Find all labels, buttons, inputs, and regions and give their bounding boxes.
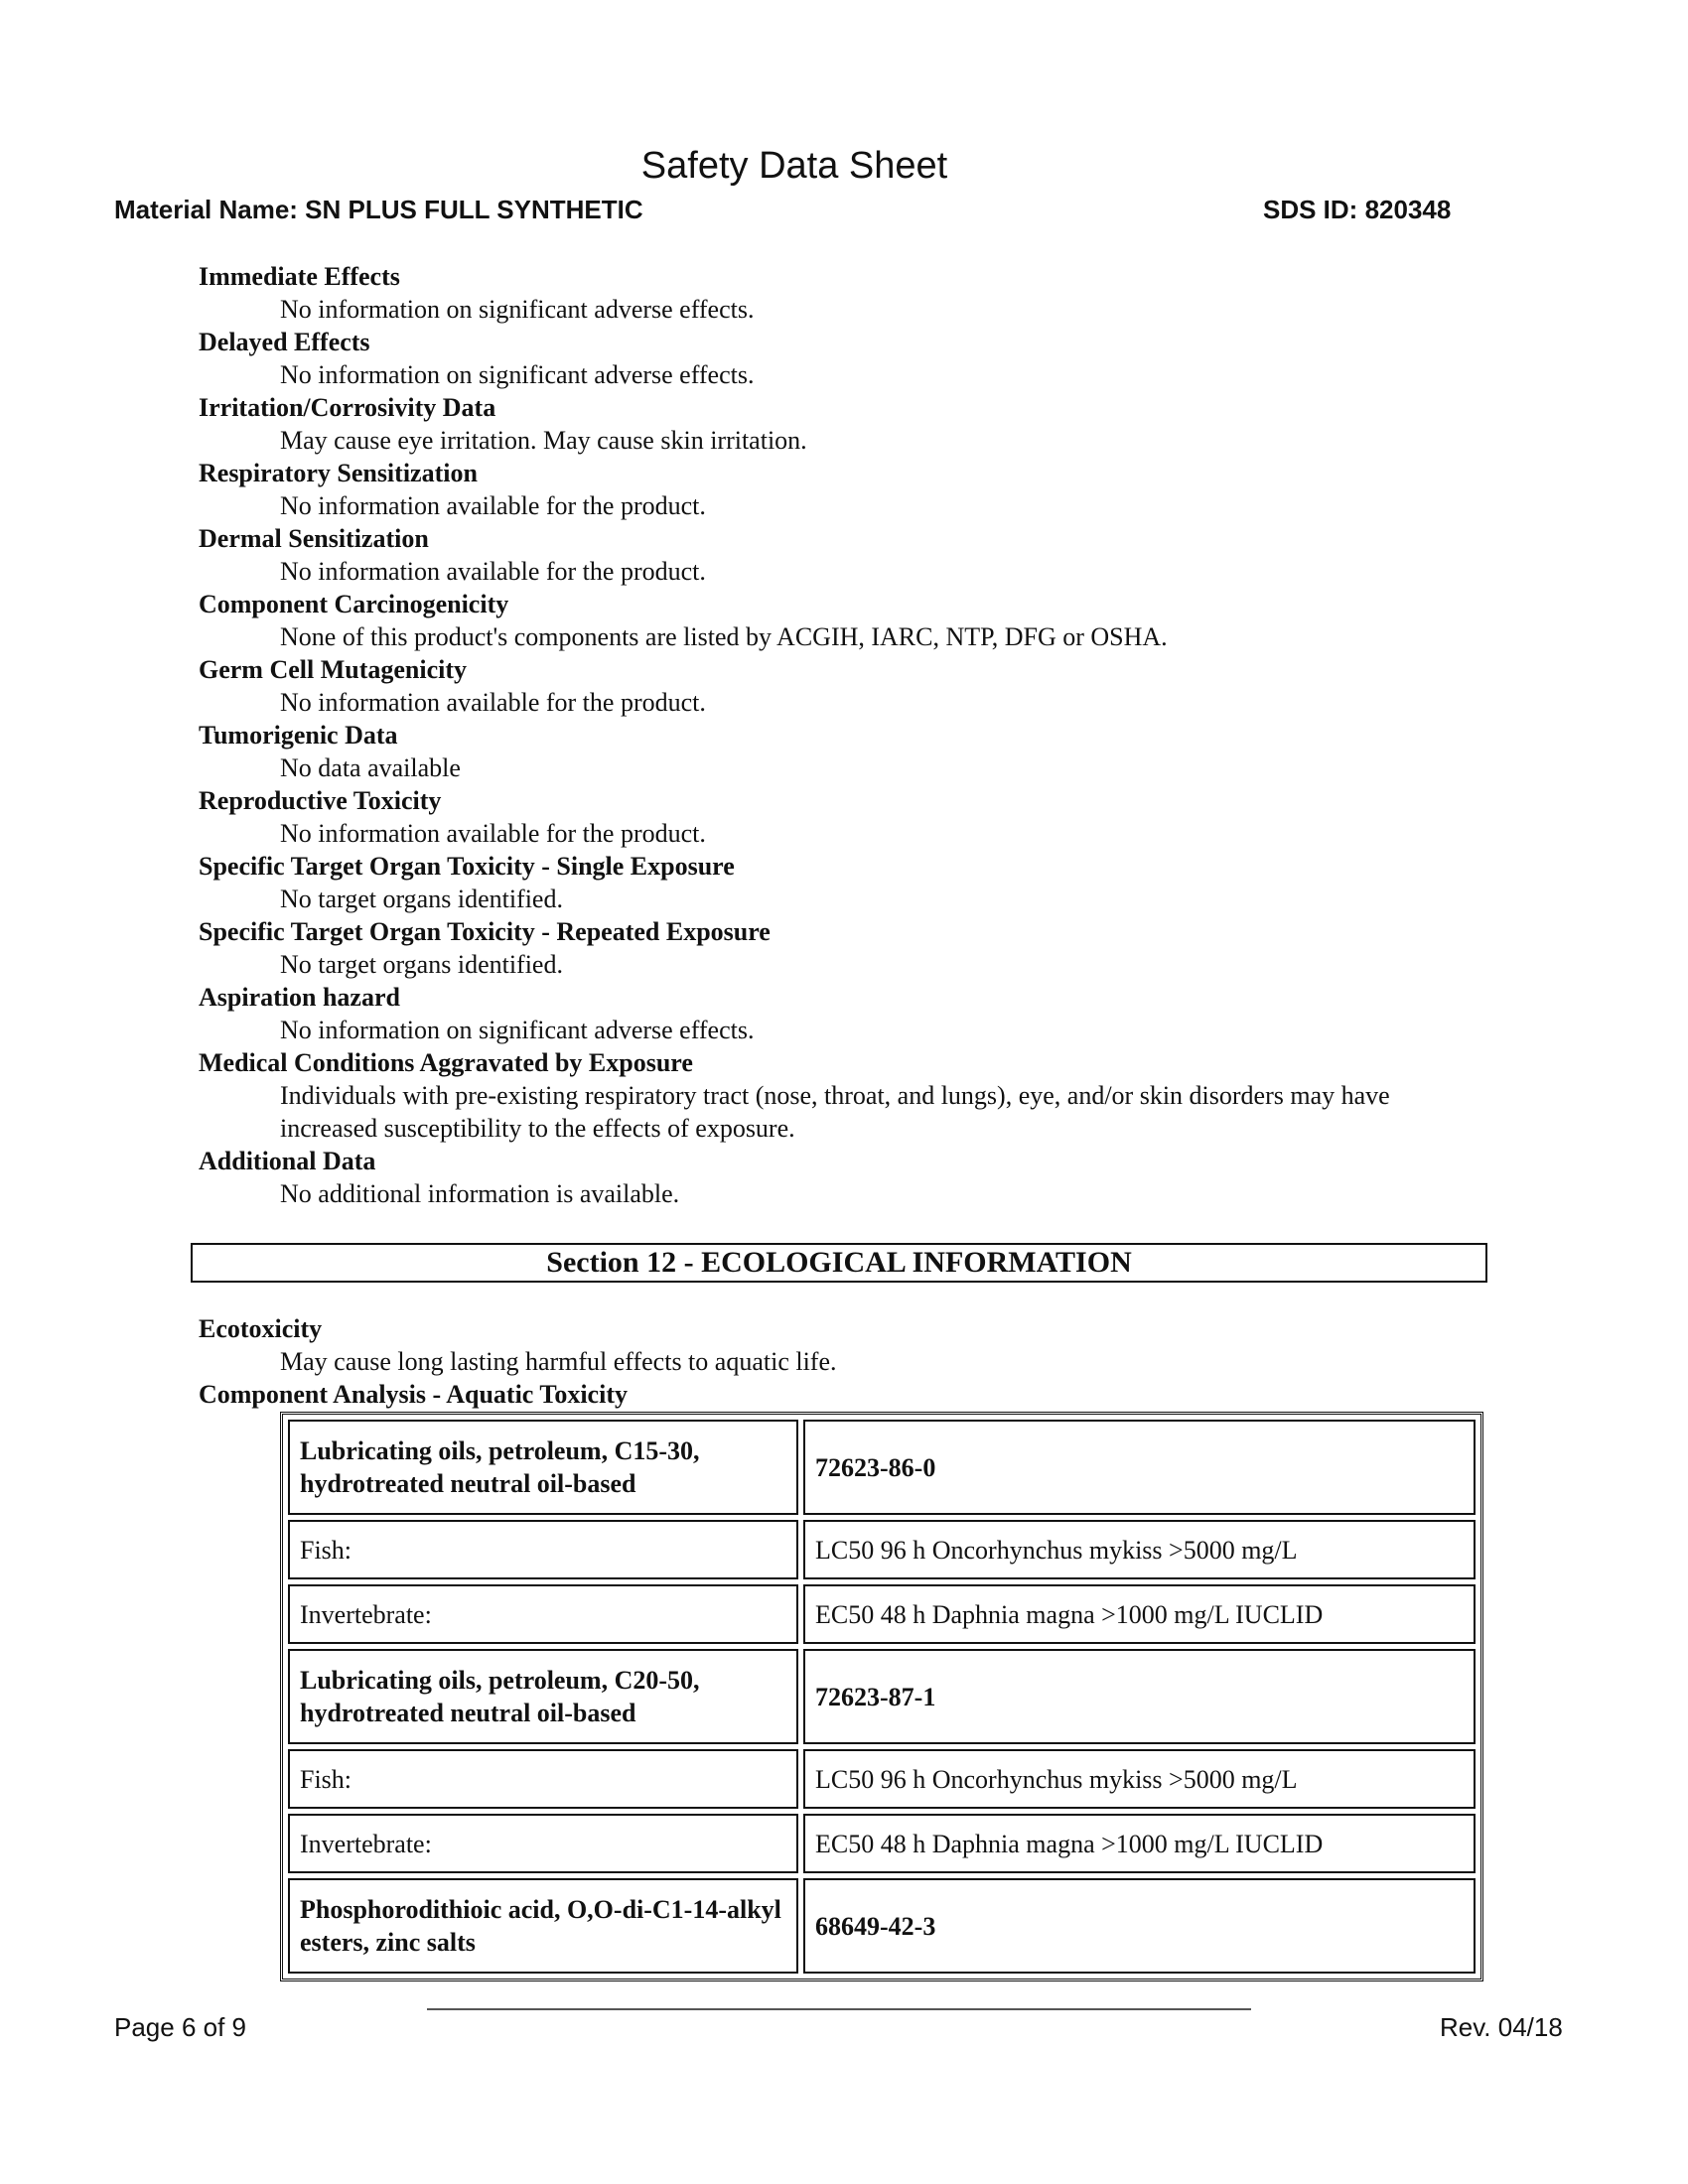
aquatic-toxicity-table xyxy=(280,1412,1483,1981)
component-name: Phosphorodithioic acid, O,O-di-C1-14-alkyl esters, zinc salts xyxy=(288,1878,798,1974)
sds-id: SDS ID: 820348 xyxy=(1263,195,1452,224)
property-heading-reproductive: Reproductive Toxicity xyxy=(199,786,442,815)
property-heading-mutagenicity: Germ Cell Mutagenicity xyxy=(199,655,468,684)
table-row-component xyxy=(288,1420,1476,1515)
ecological-info xyxy=(199,1312,1489,1411)
material-name: Material Name: SN PLUS FULL SYNTHETIC xyxy=(114,195,643,224)
property-heading-additional-data: Additional Data xyxy=(199,1147,376,1175)
section-12-title: Section 12 - ECOLOGICAL INFORMATION xyxy=(191,1243,1487,1283)
component-analysis-heading: Component Analysis - Aquatic Toxicity xyxy=(199,1380,628,1409)
property-text-delayed-effects: No information on significant adverse effects. xyxy=(280,360,755,389)
property-heading-stot-repeated: Specific Target Organ Toxicity - Repeated Exposure xyxy=(199,917,771,946)
organism-label: Invertebrate: xyxy=(288,1584,798,1644)
property-heading-immediate-effects: Immediate Effects xyxy=(199,262,400,291)
table-row xyxy=(288,1584,1476,1644)
property-text-immediate-effects: No information on significant adverse effects. xyxy=(280,295,755,324)
property-heading-medical-conditions: Medical Conditions Aggravated by Exposure xyxy=(199,1048,693,1077)
revision: Rev. 04/18 xyxy=(1440,2012,1563,2042)
organism-label: Invertebrate: xyxy=(288,1814,798,1873)
table-row-component xyxy=(288,1649,1476,1744)
ecotoxicity-text: May cause long lasting harmful effects to aquatic life. xyxy=(280,1347,837,1376)
table-row xyxy=(288,1520,1476,1579)
toxicity-value: LC50 96 h Oncorhynchus mykiss >5000 mg/L xyxy=(803,1749,1476,1809)
footer-divider xyxy=(427,2008,1251,2010)
property-text-aspiration: No information on significant adverse effects. xyxy=(280,1016,755,1044)
table-row xyxy=(288,1749,1476,1809)
document-title: Safety Data Sheet xyxy=(640,145,948,187)
component-name: Lubricating oils, petroleum, C15-30, hydrotreated neutral oil-based xyxy=(288,1420,798,1515)
property-text-tumorigenic: No data available xyxy=(280,753,461,782)
property-heading-stot-single: Specific Target Organ Toxicity - Single Exposure xyxy=(199,852,735,881)
toxicology-properties xyxy=(199,260,1489,1210)
toxicity-value: EC50 48 h Daphnia magna >1000 mg/L IUCLID xyxy=(803,1814,1476,1873)
organism-label: Fish: xyxy=(288,1749,798,1809)
property-text-medical-conditions: Individuals with pre-existing respiratory tract (nose, throat, and lungs), eye, and/or skin disorders may have increased susceptibility to the effects of exposure. xyxy=(280,1081,1390,1143)
toxicity-value: LC50 96 h Oncorhynchus mykiss >5000 mg/L xyxy=(803,1520,1476,1579)
property-text-stot-single: No target organs identified. xyxy=(280,885,563,913)
ecotoxicity-heading: Ecotoxicity xyxy=(199,1314,323,1343)
property-heading-aspiration: Aspiration hazard xyxy=(199,983,400,1012)
property-text-additional-data: No additional information is available. xyxy=(280,1179,680,1208)
property-heading-dermal-sensitization: Dermal Sensitization xyxy=(199,524,429,553)
property-heading-tumorigenic: Tumorigenic Data xyxy=(199,721,398,750)
page-number: Page 6 of 9 xyxy=(114,2012,246,2042)
property-heading-carcinogenicity: Component Carcinogenicity xyxy=(199,590,509,618)
property-heading-respiratory-sensitization: Respiratory Sensitization xyxy=(199,459,478,487)
table-row xyxy=(288,1814,1476,1873)
property-text-reproductive: No information available for the product. xyxy=(280,819,706,848)
property-heading-delayed-effects: Delayed Effects xyxy=(199,328,370,356)
table-row-component xyxy=(288,1878,1476,1974)
property-heading-irritation: Irritation/Corrosivity Data xyxy=(199,393,496,422)
component-name: Lubricating oils, petroleum, C20-50, hydrotreated neutral oil-based xyxy=(288,1649,798,1744)
property-text-dermal-sensitization: No information available for the product. xyxy=(280,557,706,586)
cas-number: 68649-42-3 xyxy=(803,1878,1476,1974)
cas-number: 72623-86-0 xyxy=(803,1420,1476,1515)
property-text-irritation: May cause eye irritation. May cause skin irritation. xyxy=(280,426,807,455)
property-text-stot-repeated: No target organs identified. xyxy=(280,950,563,979)
property-text-carcinogenicity: None of this product's components are listed by ACGIH, IARC, NTP, DFG or OSHA. xyxy=(280,622,1168,651)
toxicity-value: EC50 48 h Daphnia magna >1000 mg/L IUCLID xyxy=(803,1584,1476,1644)
property-text-respiratory-sensitization: No information available for the product. xyxy=(280,491,706,520)
property-text-mutagenicity: No information available for the product. xyxy=(280,688,706,717)
cas-number: 72623-87-1 xyxy=(803,1649,1476,1744)
organism-label: Fish: xyxy=(288,1520,798,1579)
